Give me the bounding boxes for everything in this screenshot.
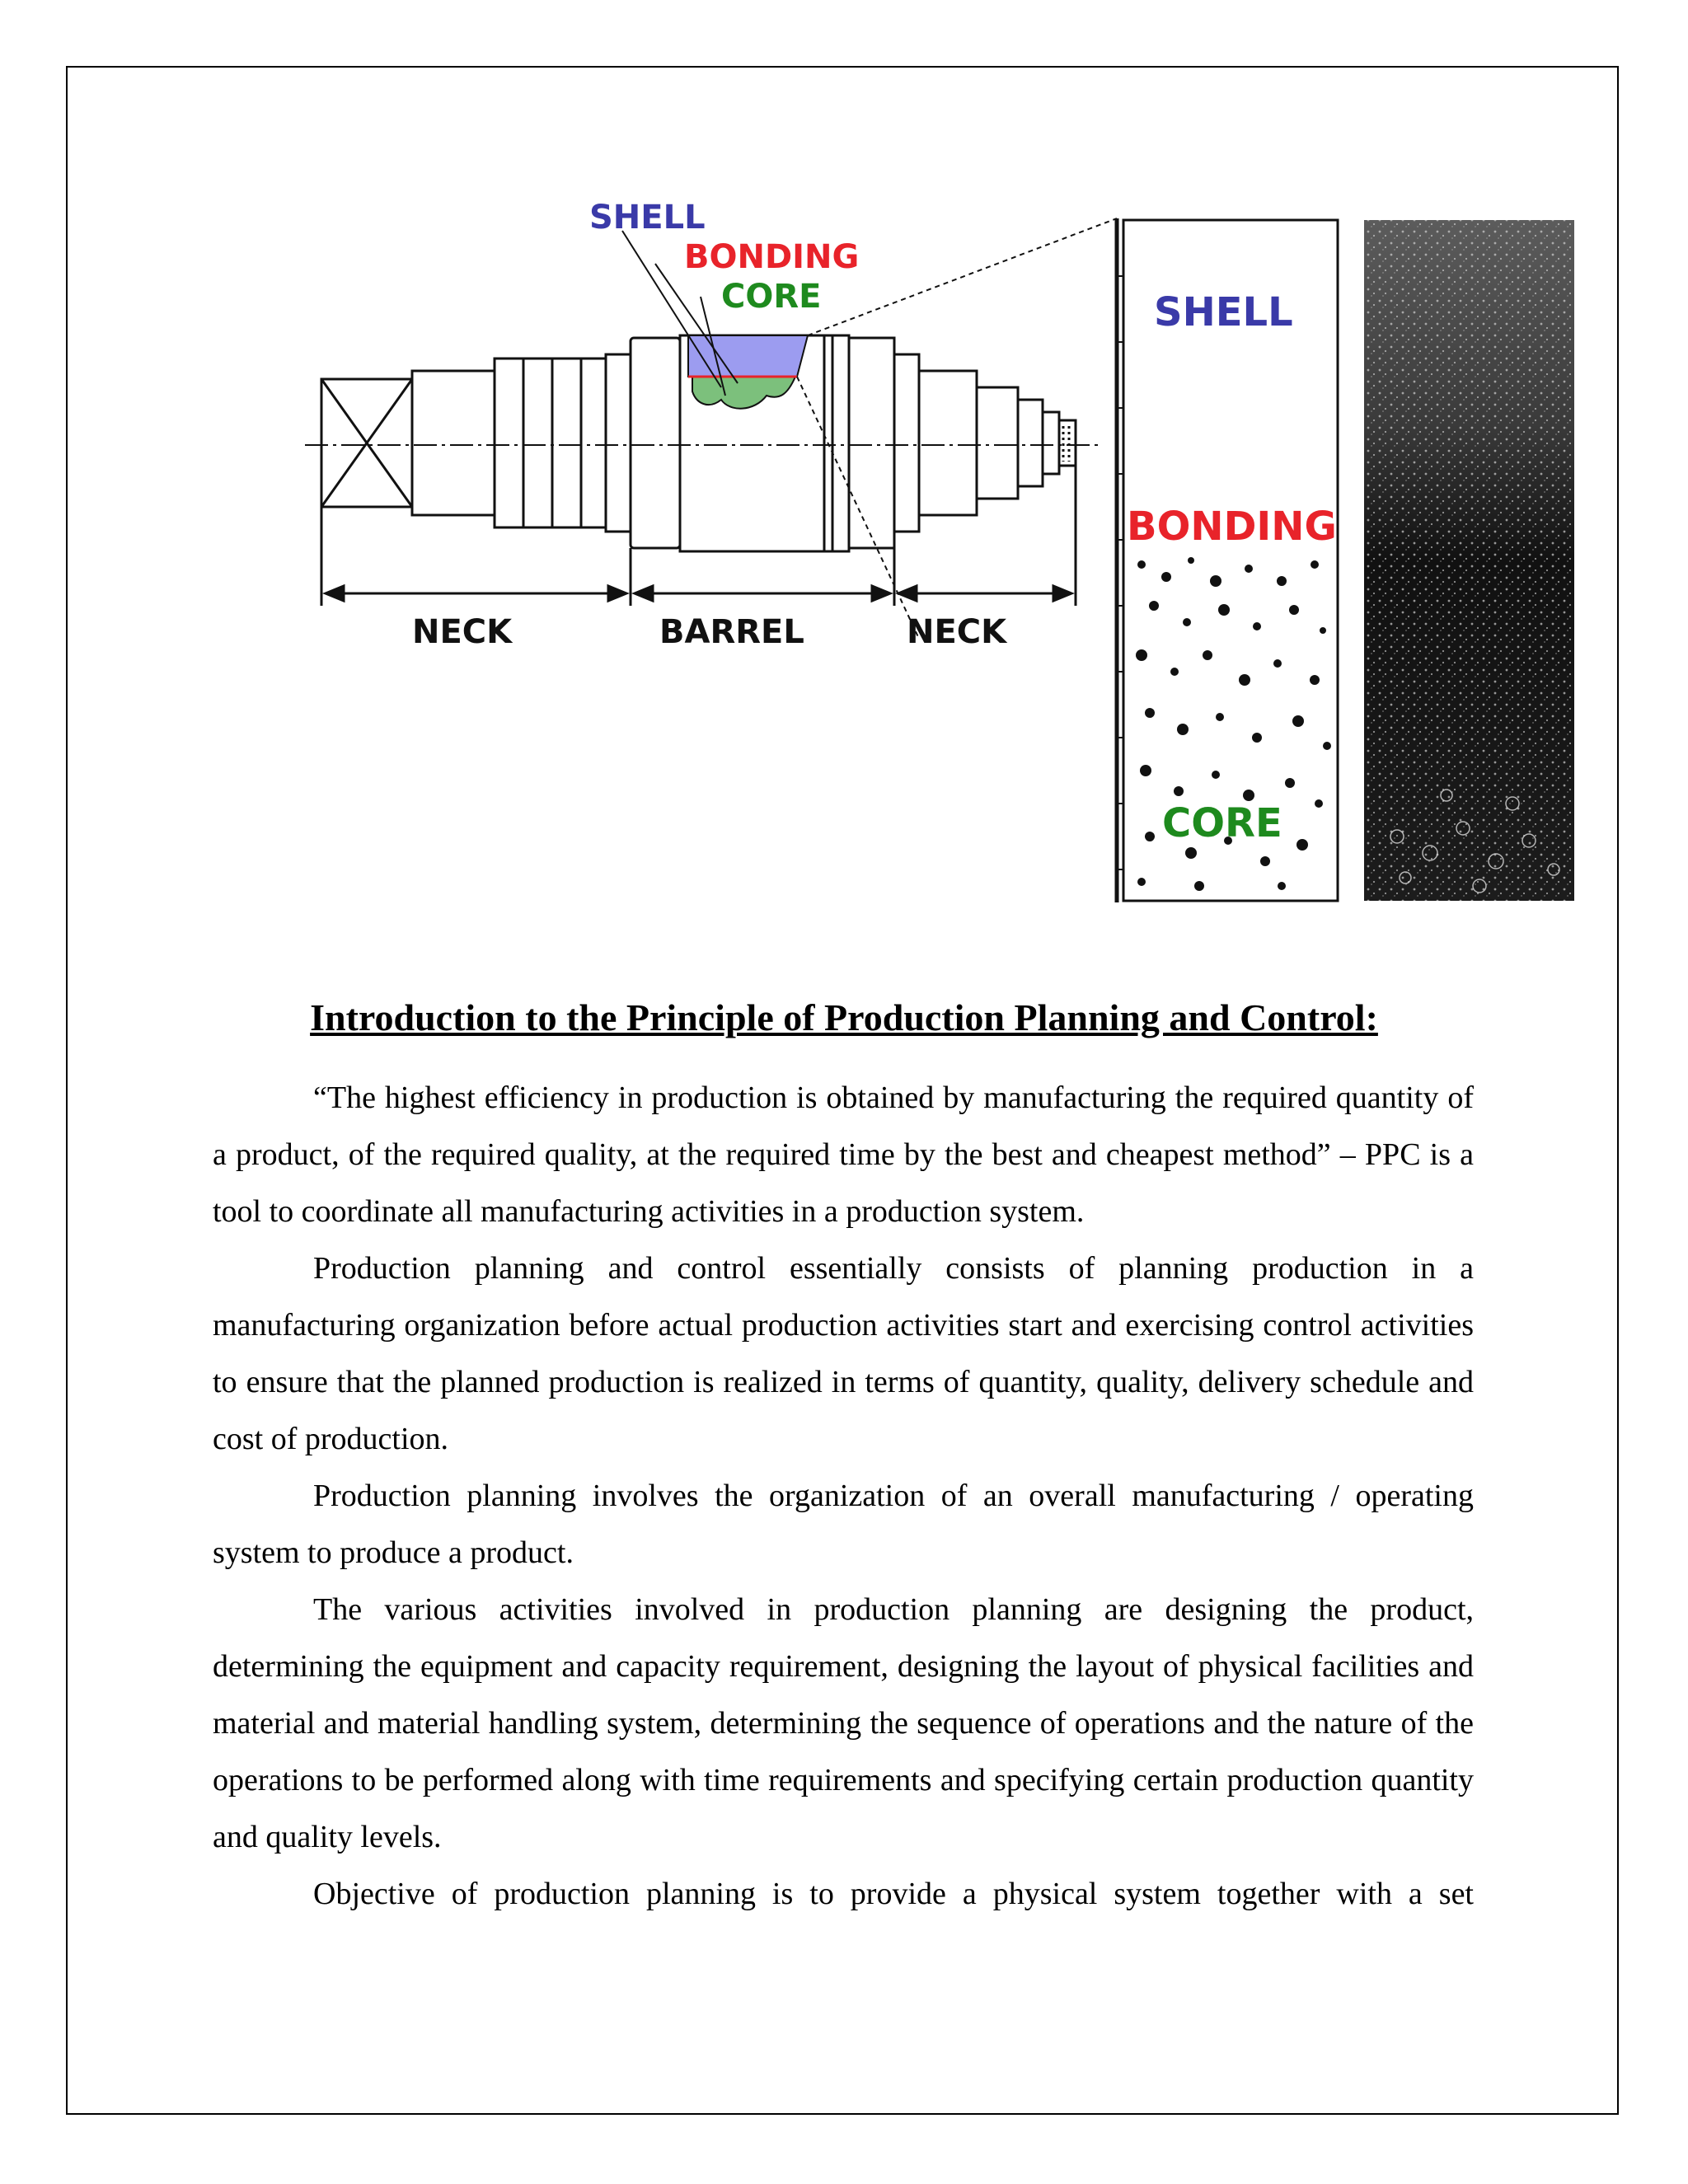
core-label: CORE bbox=[721, 278, 822, 316]
bonding-label: BONDING bbox=[684, 238, 860, 276]
roll-structure-figure bbox=[293, 194, 1587, 911]
section-panel bbox=[1117, 218, 1338, 902]
paragraph-5: Objective of production planning is to provide a physical system together with a set bbox=[313, 1877, 1474, 1911]
paragraph-3: Production planning involves the organization of an overall manufacturing / operating system to produce a product. bbox=[213, 1479, 1474, 1570]
section-core-label: CORE bbox=[1162, 800, 1282, 846]
micrograph-image bbox=[1364, 220, 1574, 901]
shell-label: SHELL bbox=[589, 199, 706, 237]
core-section-fill bbox=[692, 377, 795, 409]
section-shell-label: SHELL bbox=[1154, 289, 1293, 335]
paragraph-1: “The highest efficiency in production is obtained by manufacturing the required quantity of a product, of the required quality, at the required time by the best and cheapest method” – PPC is a tool to coordinate all manufacturing activities in a production system. bbox=[213, 1080, 1474, 1229]
neck-left-label: NECK bbox=[412, 613, 513, 651]
neck-right-label: NECK bbox=[907, 613, 1007, 651]
paragraph-4: The various activities involved in production planning are designing the product, determining the equipment and capacity requirement, designing the layout of physical facilities and material and material handling system, determining the sequence of operations and the nature of the operations to be performed along with time requirements and specifying certain production quantity and quality levels. bbox=[213, 1592, 1474, 1854]
paragraph-2: Production planning and control essentially consists of planning production in a manufacturing organization before actual production activities start and exercising control activities to ensure that the planned production is realized in terms of quantity, quality, delivery schedule and cost of production. bbox=[213, 1251, 1474, 1456]
barrel-label: BARREL bbox=[659, 613, 804, 651]
section-bonding-label: BONDING bbox=[1127, 504, 1337, 550]
body-text bbox=[213, 1070, 1474, 1923]
shell-section-fill bbox=[688, 335, 808, 377]
page-heading: Introduction to the Principle of Production Planning and Control: bbox=[310, 996, 1378, 1038]
